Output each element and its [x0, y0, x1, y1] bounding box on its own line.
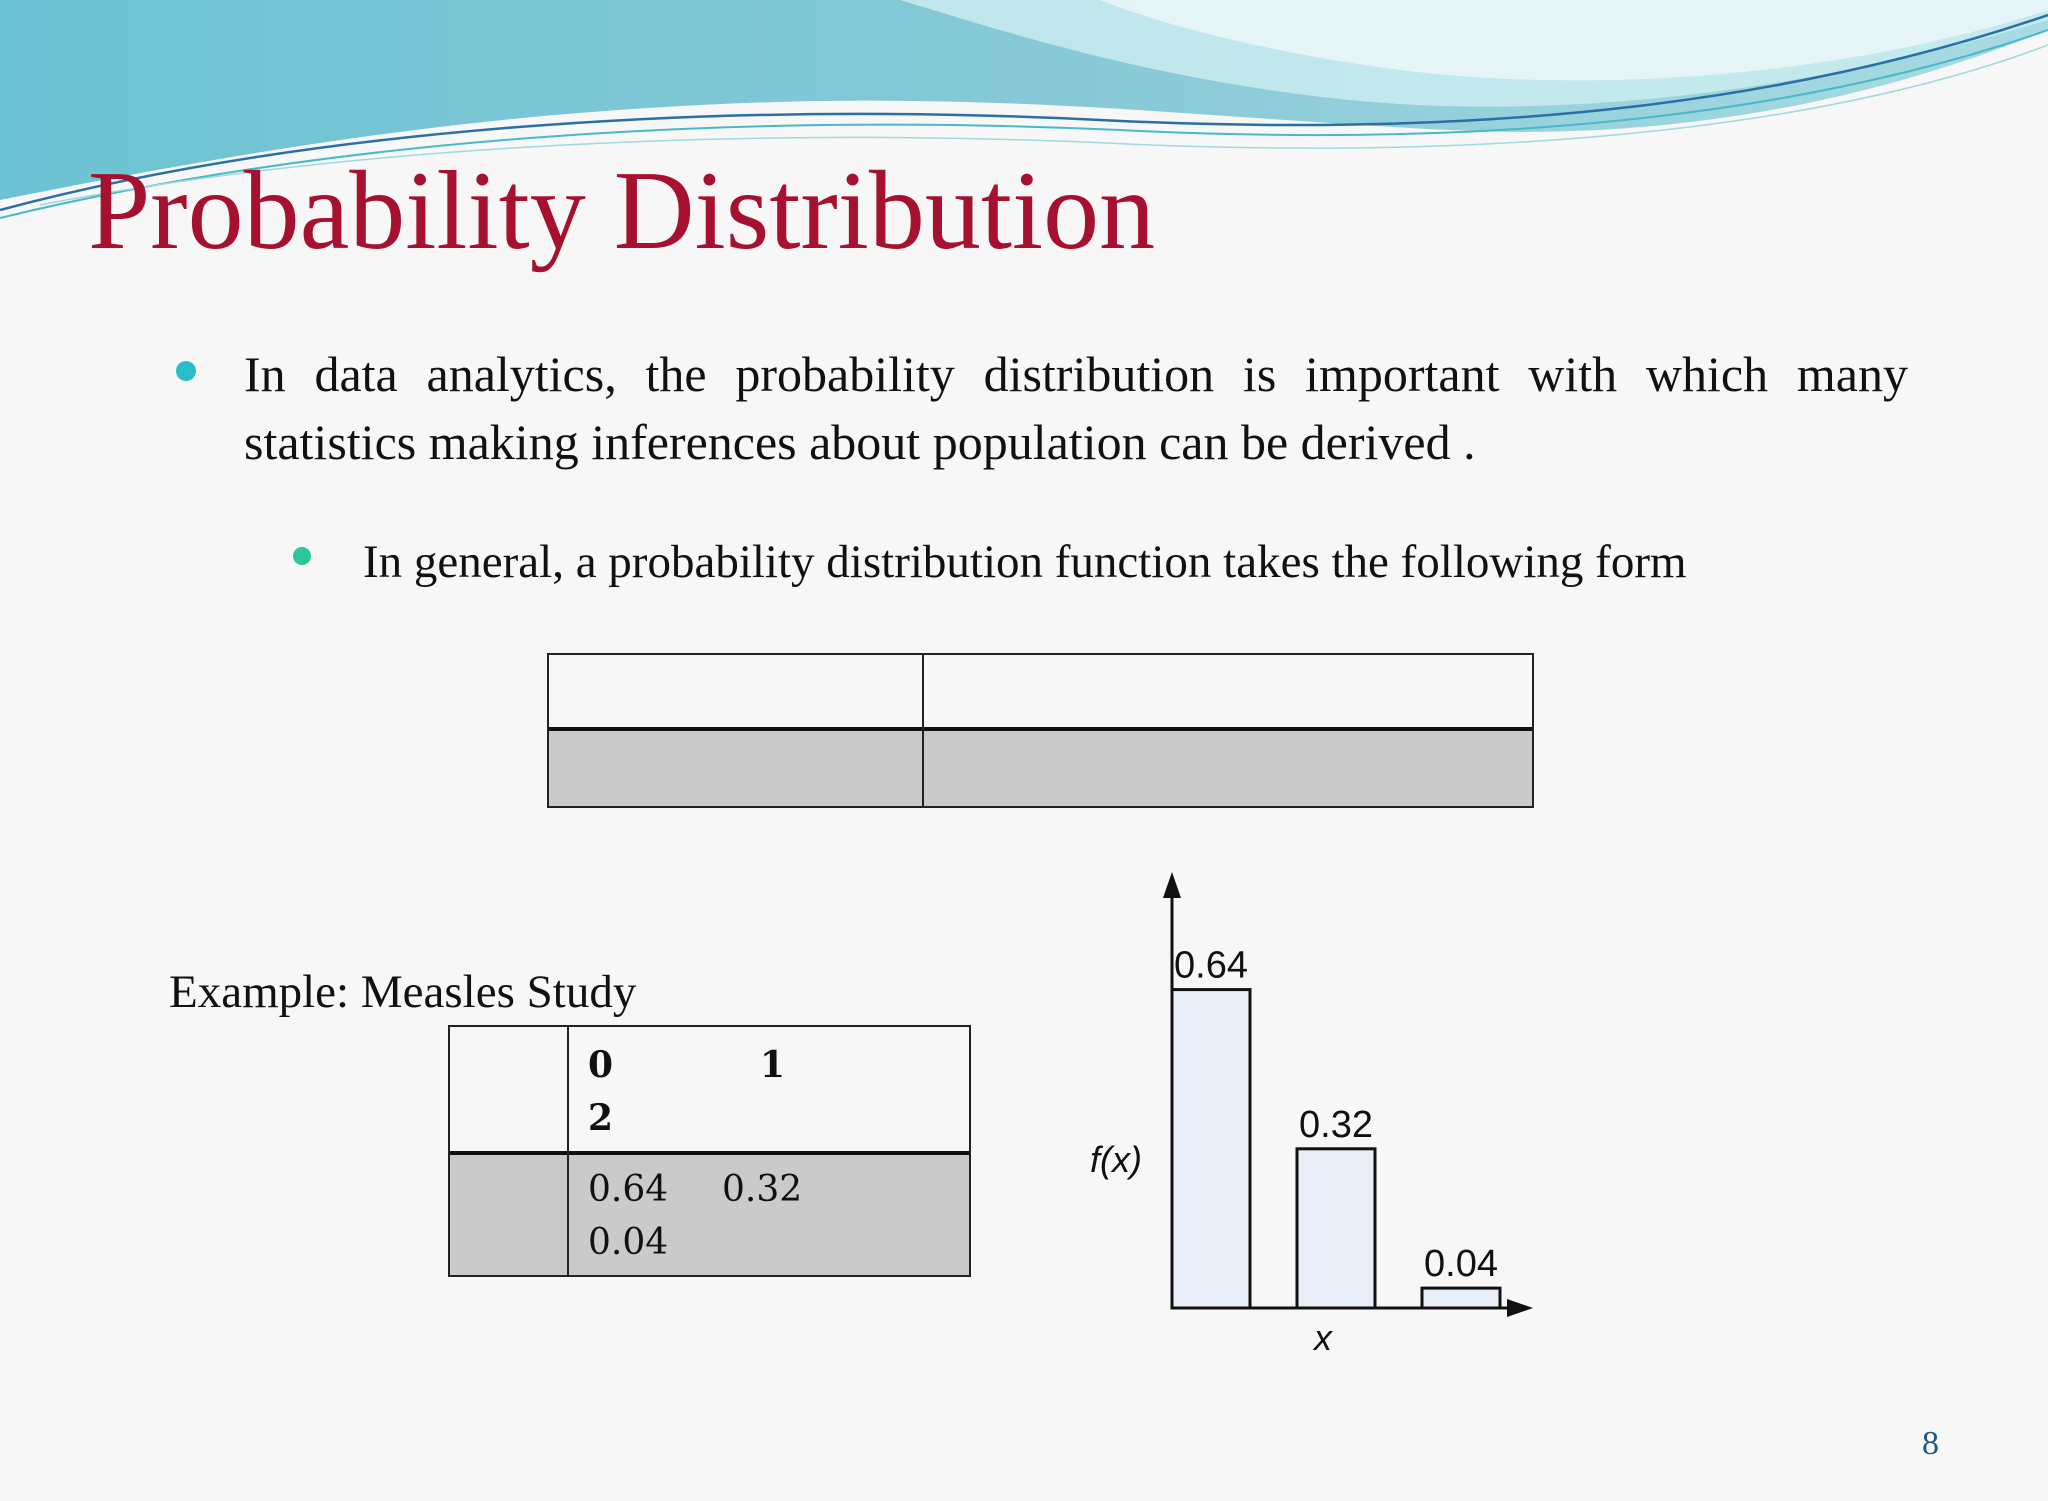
- form-table-probability-row: [549, 727, 1532, 806]
- measles-table: [448, 1025, 971, 1277]
- measles-x-values: [588, 1039, 958, 1145]
- measles-table-divider: [567, 1027, 569, 1275]
- bar-2: [1422, 1288, 1500, 1308]
- x-axis-arrow: [1507, 1299, 1533, 1317]
- example-label: Example: Measles Study: [169, 966, 637, 1018]
- probability-bar-chart: [1060, 860, 1540, 1360]
- prob-value-2: 0.04: [588, 1222, 669, 1263]
- prob-value-1: 0.32: [722, 1169, 803, 1210]
- bar-0: [1172, 990, 1250, 1308]
- x-value-2: 2: [588, 1097, 614, 1139]
- form-table-divider: [922, 655, 924, 806]
- bullet-text-1: In data analytics, the probability distribution is important with which many statistics making inferences about population can be derived .: [244, 346, 1908, 470]
- y-axis-label: f(x): [1090, 1139, 1142, 1180]
- measles-probabilities: [588, 1163, 958, 1269]
- data-label-2: 0.04: [1424, 1243, 1498, 1286]
- data-label-0: 0.64: [1174, 944, 1248, 987]
- bullet-icon: [176, 361, 196, 381]
- sub-bullet-icon: [293, 547, 311, 565]
- prob-value-0: 0.64: [588, 1169, 669, 1210]
- x-axis-label: x: [1314, 1317, 1332, 1358]
- x-value-1: 1: [760, 1044, 786, 1086]
- page-number: 8: [1922, 1425, 1939, 1462]
- slide-title: Probability Distribution: [88, 149, 1156, 273]
- x-value-0: 0: [588, 1044, 614, 1086]
- bullet-text-2: In general, a probability distribution function takes the following form: [363, 536, 1687, 588]
- bar-1: [1297, 1149, 1375, 1308]
- form-table-header-row: [549, 655, 1532, 727]
- data-label-1: 0.32: [1299, 1103, 1373, 1146]
- y-axis-arrow: [1163, 872, 1181, 898]
- distribution-form-table: [547, 653, 1534, 808]
